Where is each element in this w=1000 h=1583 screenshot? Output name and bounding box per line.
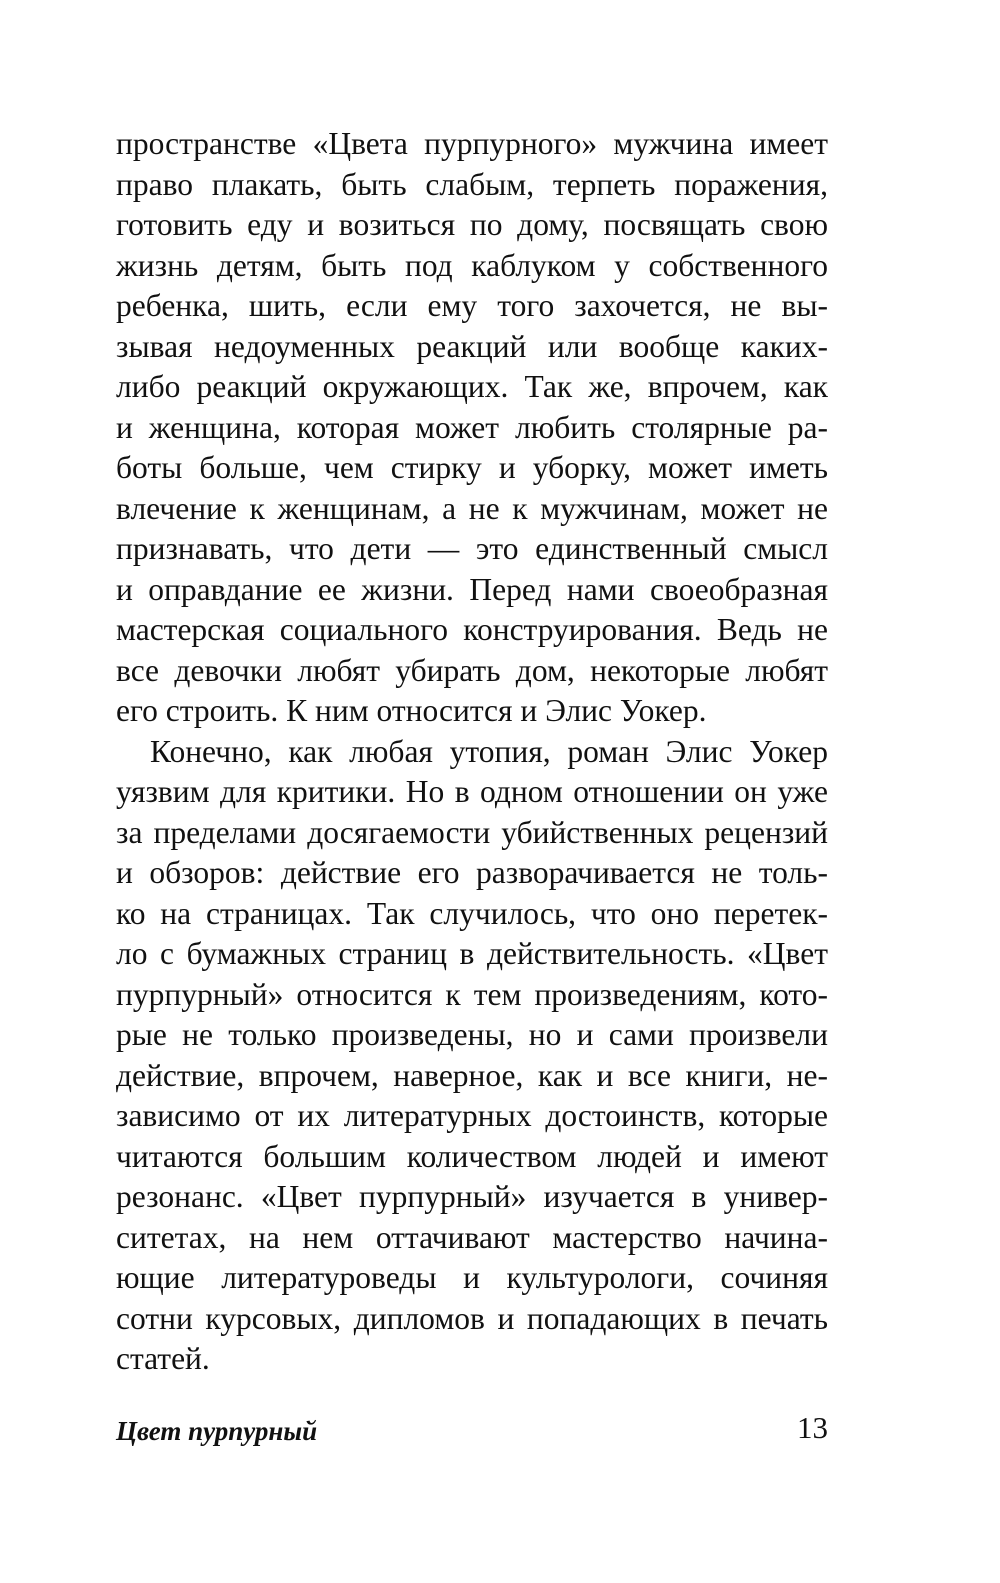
text-line: ко на страницах. Так случилось, что оно перетек-: [116, 895, 828, 931]
running-title: Цвет пурпурный: [116, 1416, 318, 1446]
text-line: и женщина, которая может любить столярные ра-: [116, 409, 828, 445]
paragraph: [116, 732, 828, 1380]
text-line: резонанс. «Цвет пурпурный» изучается в универ-: [116, 1179, 828, 1214]
text-line: право плакать, быть слабым, терпеть поражения,: [116, 166, 828, 202]
text-line: готовить еду и возиться по дому, посвящать свою: [116, 207, 828, 242]
text-line: ребенка, шить, если ему того захочется, не вы-: [116, 288, 828, 323]
body-text: [116, 124, 828, 1380]
text-line: жизнь детям, быть под каблуком у собственного: [116, 247, 828, 283]
text-line: ситетах, на нем оттачивают мастерство начина-: [116, 1219, 828, 1255]
text-line: Конечно, как любая утопия, роман Элис Уокер: [150, 733, 828, 769]
page-number: 13: [797, 1410, 828, 1445]
text-line: рые не только произведены, но и сами произвели: [116, 1017, 828, 1052]
text-line: признавать, что дети — это единственный смысл: [116, 531, 828, 566]
text-line: статей.: [116, 1341, 210, 1376]
text-line: мастерская социального конструирования. Ведь не: [116, 612, 828, 647]
text-line: все девочки любят убирать дом, некоторые любят: [116, 652, 828, 688]
text-line: ющие литературоведы и культурологи, сочиняя: [116, 1260, 828, 1295]
text-line: зависимо от их литературных достоинств, которые: [116, 1098, 828, 1133]
text-line: влечение к женщинам, а не к мужчинам, может не: [116, 490, 828, 526]
text-line: сотни курсовых, дипломов и попадающих в печать: [116, 1300, 828, 1336]
page-footer: [116, 1410, 828, 1454]
text-line: либо реакций окружающих. Так же, впрочем, как: [116, 369, 828, 404]
text-line: ло с бумажных страниц в действительность. «Цвет: [116, 936, 828, 971]
text-line: читаются большим количеством людей и имеют: [116, 1138, 828, 1174]
paragraph: [116, 124, 828, 732]
text-line: и оправдание ее жизни. Перед нами своеобразная: [116, 571, 828, 607]
text-line: за пределами досягаемости убийственных рецензий: [116, 814, 828, 850]
text-line: пространстве «Цвета пурпурного» мужчина имеет: [116, 126, 828, 161]
text-line: и обзоров: действие его разворачивается не толь-: [116, 855, 828, 890]
text-line: его строить. К ним относится и Элис Уокер.: [116, 693, 707, 728]
text-line: зывая недоуменных реакций или вообще каких-: [116, 328, 828, 364]
text-line: действие, впрочем, наверное, как и все книги, не-: [116, 1057, 828, 1093]
text-line: пурпурный» относится к тем произведениям, кото-: [116, 976, 828, 1012]
text-line: уязвим для критики. Но в одном отношении он уже: [116, 774, 828, 809]
text-line: боты больше, чем стирку и уборку, может иметь: [116, 450, 828, 485]
